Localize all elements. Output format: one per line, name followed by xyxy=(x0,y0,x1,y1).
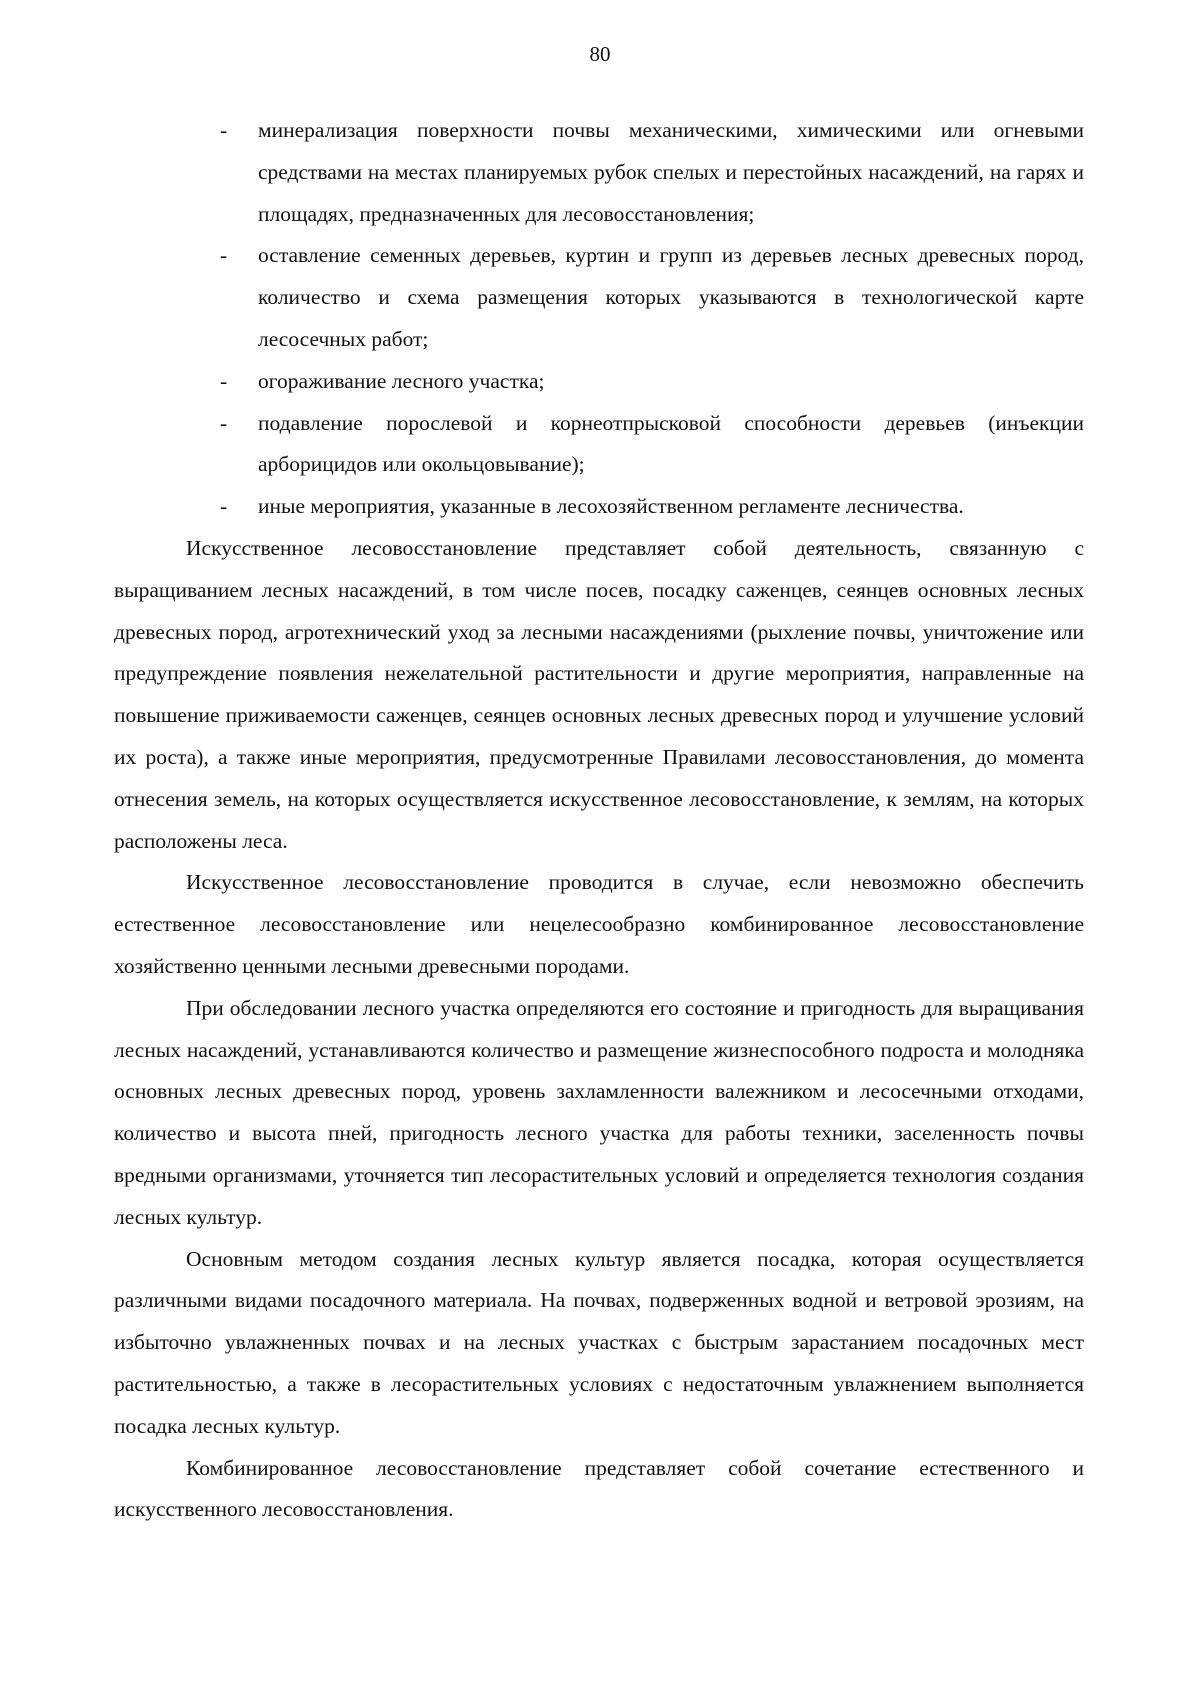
list-item xyxy=(220,361,1084,403)
list-item xyxy=(220,235,1084,360)
page-content xyxy=(114,110,1084,1531)
list-item-text: минерализация поверхности почвы механическими, химическими или огневыми средствами на местах планируемых рубок спелых и перестойных насаждений, на гарях и площадях, предназначенных для лесовосстановления; xyxy=(258,118,1084,226)
page-number: 80 xyxy=(589,42,611,66)
list-item-text: оставление семенных деревьев, куртин и групп из деревьев лесных древесных пород, количество и схема размещения которых указываются в технологической карте лесосечных работ; xyxy=(258,243,1084,351)
list-item xyxy=(220,403,1084,487)
list-item xyxy=(220,486,1084,528)
dash-marker: - xyxy=(220,368,228,393)
paragraph: При обследовании лесного участка определяются его состояние и пригодность для выращивания лесных насаждений, устанавливаются количество и размещение жизнеспособного подроста и молодняка основных лесных древесных пород, уровень захламленности валежником и лесосечными отходами, количество и высота пней, пригодность лесного участка для работы техники, заселенность почвы вредными организмами, уточняется тип лесорастительных условий и определяется технология создания лесных культур. xyxy=(114,995,1084,1229)
list-item xyxy=(220,110,1084,235)
bullet-list xyxy=(114,110,1084,528)
list-item-text: подавление порослевой и корнеотпрысковой способности деревьев (инъекции арборицидов или окольцовывание); xyxy=(258,410,1084,477)
paragraph: Искусственное лесовосстановление проводится в случае, если невозможно обеспечить естественное лесовосстановление или нецелесообразно комбинированное лесовосстановление хозяйственно ценными лесными древесными породами. xyxy=(114,870,1084,978)
dash-marker: - xyxy=(220,494,228,519)
dash-marker: - xyxy=(220,118,228,142)
paragraph: Искусственное лесовосстановление представляет собой деятельность, связанную с выращиванием лесных насаждений, в том числе посев, посадку саженцев, сеянцев основных лесных древесных пород, агротехнический уход за лесными насаждениями (рыхление почвы, уничтожение или предупреждение появления нежелательной растительности и другие мероприятия, направленные на повышение приживаемости саженцев, сеянцев основных лесных древесных пород и улучшение условий их роста), а также иные мероприятия, предусмотренные Правилами лесовосстановления, до момента отнесения земель, на которых осуществляется искусственное лесовосстановление, к землям, на которых расположены леса. xyxy=(114,535,1084,853)
dash-marker: - xyxy=(220,243,228,268)
dash-marker: - xyxy=(220,410,228,435)
paragraph: Основным методом создания лесных культур является посадка, которая осуществляется различными видами посадочного материала. На почвах, подверженных водной и ветровой эрозиям, на избыточно увлажненных почвах и на лесных участках с быстрым зарастанием посадочных мест растительностью, а также в лесорастительных условиях с недостаточным увлажнением выполняется посадка лесных культур. xyxy=(114,1246,1084,1438)
list-item-text: огораживание лесного участка; xyxy=(258,368,545,393)
paragraph: Комбинированное лесовосстановление представляет собой сочетание естественного и искусственного лесовосстановления. xyxy=(114,1455,1084,1522)
list-item-text: иные мероприятия, указанные в лесохозяйственном регламенте лесничества. xyxy=(258,494,964,519)
